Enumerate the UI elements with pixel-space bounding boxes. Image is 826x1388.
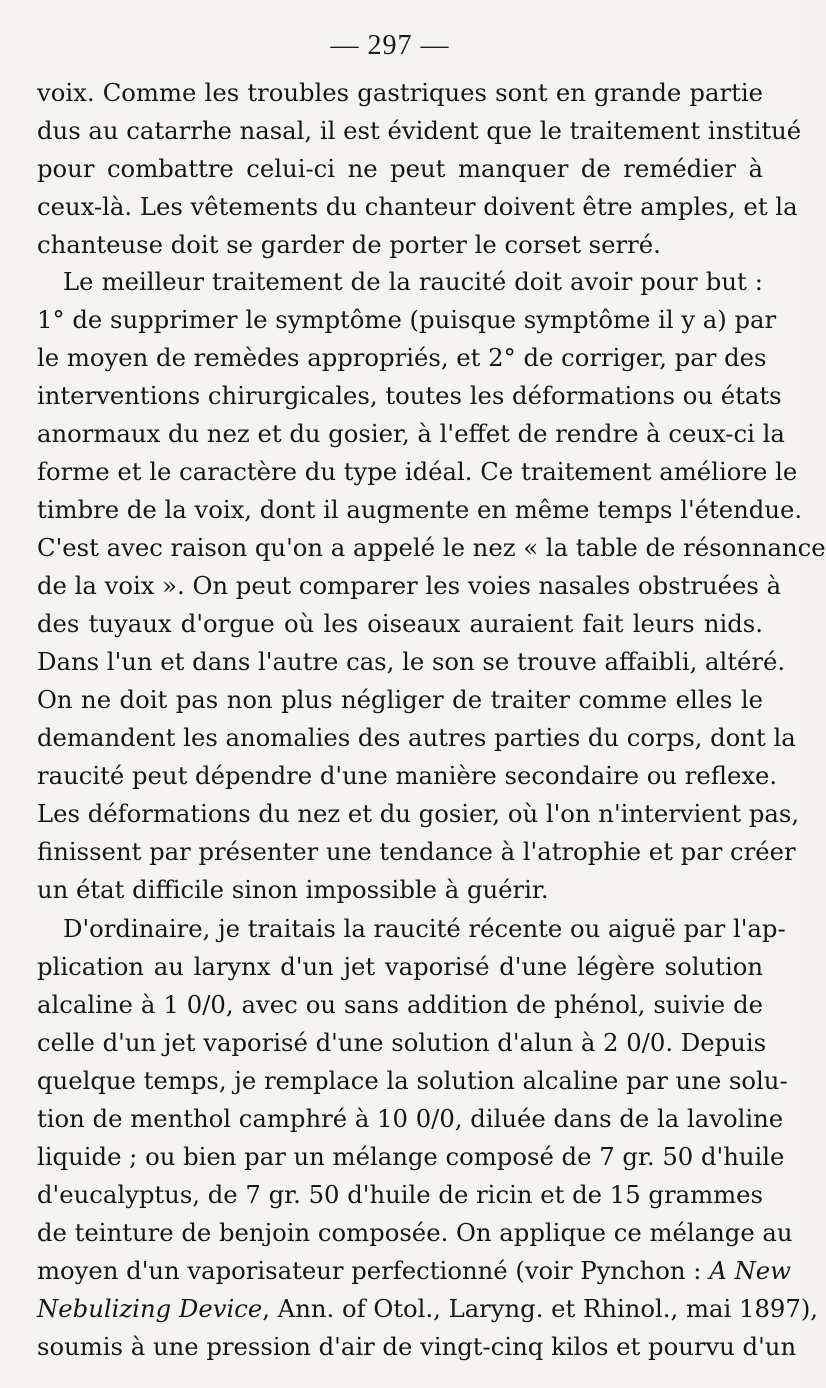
text-line: On ne doit pas non plus négliger de traiter comme elles le xyxy=(37,685,763,714)
text-line: interventions chirurgicales, toutes les déformations ou états xyxy=(37,381,782,410)
text-line: voix. Comme les troubles gastriques sont en grande partie xyxy=(37,78,763,107)
text-line: Dans l'un et dans l'autre cas, le son se trouve affaibli, altéré. xyxy=(37,647,786,676)
text-line: un état difficile sinon impossible à guérir. xyxy=(37,875,549,904)
text-line: C'est avec raison qu'on a appelé le nez « la table de résonnance xyxy=(37,533,826,562)
text-line-with-citation xyxy=(37,1290,819,1328)
text-line: pour combattre celui-ci ne peut manquer de remédier à xyxy=(37,154,763,183)
text-line: raucité peut dépendre d'une manière secondaire ou reflexe. xyxy=(37,761,778,790)
text-line: d'eucalyptus, de 7 gr. 50 d'huile de ricin et de 15 grammes xyxy=(37,1180,763,1209)
text-line: plication au larynx d'un jet vaporisé d'une légère solution xyxy=(37,952,763,981)
text-line: quelque temps, je remplace la solution alcaline par une solu- xyxy=(37,1066,788,1095)
text-line: le moyen de remèdes appropriés, et 2° de corriger, par des xyxy=(37,343,767,372)
text-line: celle d'un jet vaporisé d'une solution d'alun à 2 0/0. Depuis xyxy=(37,1028,767,1057)
line-text: , Ann. of Otol., Laryng. et Rhinol., mai 1897), xyxy=(262,1294,819,1323)
text-line: de teinture de benjoin composée. On applique ce mélange au xyxy=(37,1218,793,1247)
line-text: moyen d'un vaporisateur perfectionné (voir Pynchon : xyxy=(37,1256,710,1285)
text-line: soumis à une pression d'air de vingt-cinq kilos et pourvu d'un xyxy=(37,1332,797,1361)
text-line: finissent par présenter une tendance à l'atrophie et par créer xyxy=(37,837,796,866)
text-line: dus au catarrhe nasal, il est évident que le traitement institué xyxy=(37,116,802,145)
text-line: demandent les anomalies des autres parties du corps, dont la xyxy=(37,723,796,752)
paragraph-start-line: Le meilleur traitement de la raucité doit avoir pour but : xyxy=(63,267,763,296)
text-line: tion de menthol camphré à 10 0/0, diluée dans de la lavoline xyxy=(37,1104,784,1133)
text-line: liquide ; ou bien par un mélange composé de 7 gr. 50 d'huile xyxy=(37,1142,785,1171)
citation-title-italic: A New xyxy=(709,1256,791,1285)
text-line: forme et le caractère du type idéal. Ce traitement améliore le xyxy=(37,457,798,486)
text-line: chanteuse doit se garder de porter le corset serré. xyxy=(37,230,661,259)
text-line: des tuyaux d'orgue où les oiseaux auraient fait leurs nids. xyxy=(37,609,763,638)
text-line: Les déformations du nez et du gosier, où l'on n'intervient pas, xyxy=(37,799,800,828)
text-line: timbre de la voix, dont il augmente en même temps l'étendue. xyxy=(37,495,803,524)
text-line: ceux-là. Les vêtements du chanteur doivent être amples, et la xyxy=(37,192,798,221)
text-line: de la voix ». On peut comparer les voies nasales obstruées à xyxy=(37,571,782,600)
paragraph-start-line: D'ordinaire, je traitais la raucité récente ou aiguë par l'ap- xyxy=(63,914,786,943)
text-line: alcaline à 1 0/0, avec ou sans addition de phénol, suivie de xyxy=(37,990,763,1019)
text-line: 1° de supprimer le symptôme (puisque symptôme il y a) par xyxy=(37,305,777,334)
text-line: anormaux du nez et du gosier, à l'effet de rendre à ceux-ci la xyxy=(37,419,785,448)
text-line-with-citation xyxy=(37,1252,791,1290)
page-number: — 297 — xyxy=(330,30,450,61)
citation-title-italic: Nebulizing Device xyxy=(37,1294,263,1323)
